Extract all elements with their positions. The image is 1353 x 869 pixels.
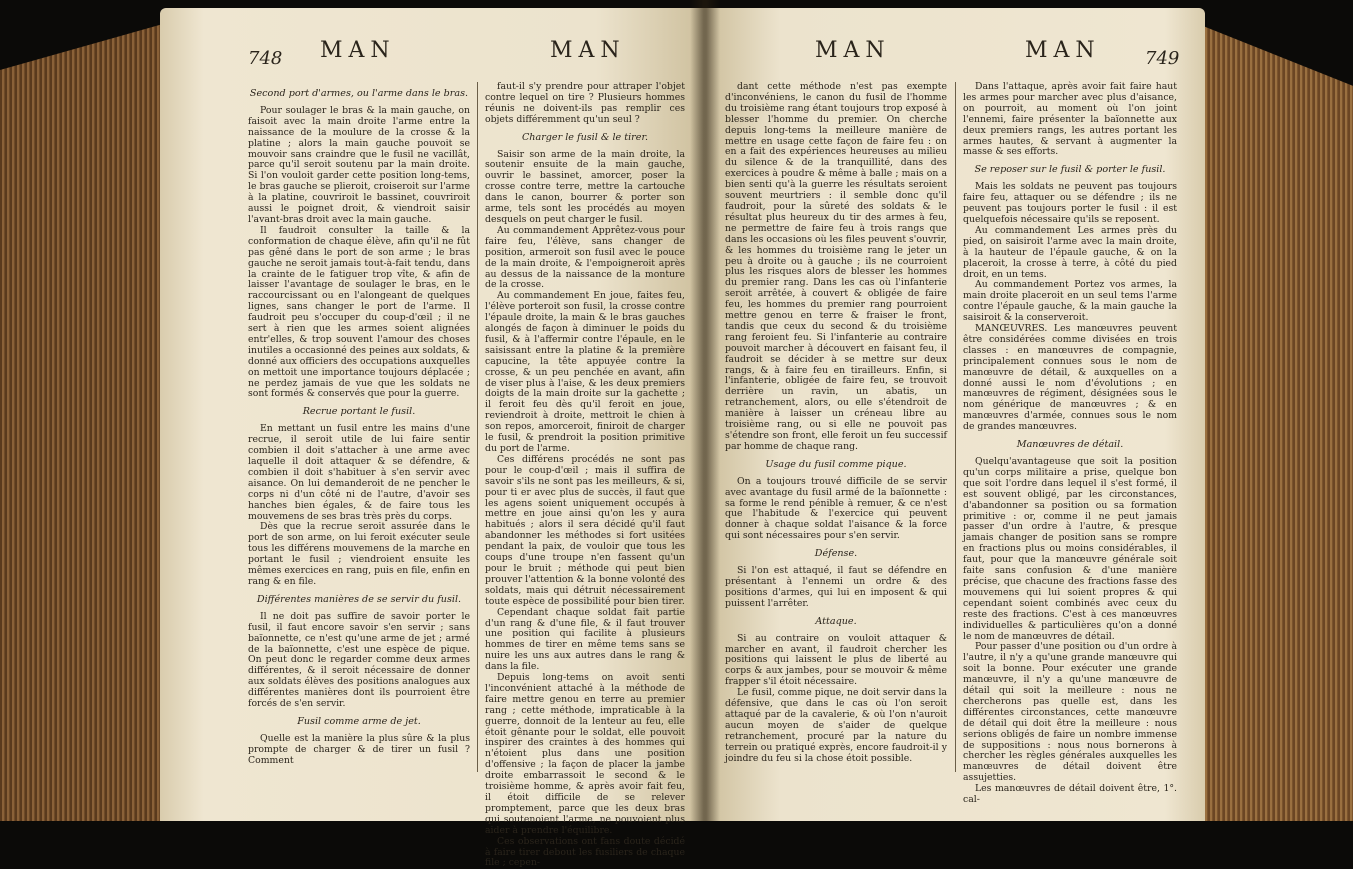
- paragraph: Depuis long-tems on avoit senti l'inconvénient attaché à la méthode de faire mettre genou en terre au premier rang ; cette méthode, impraticable à la guerre, donnoit de la lenteur au feu, elle étoit gênante pour le soldat, elle pouvoit inspirer des craintes à des hommes qui n'étoient plus dans une position d'offensive ; la façon de placer la jambe droite embarrassoit le second & le troisième homme, & après avoir fait feu, il étoit difficile de se relever promptement, parce que les deux bras qui soutenoient l'arme, ne pouvoient plus aider à prendre l'équilibre.: [485, 672, 685, 836]
- paragraph: Ces observations ont fans doute décidé à faire tirer debout les fusiliers de chaque file ; cepen-: [485, 835, 685, 869]
- right-page-number: 749: [1145, 48, 1180, 69]
- running-head-1: MAN: [320, 38, 396, 63]
- paragraph: Pour soulager le bras & la main gauche, on faisoit avec la main droite l'arme entre la naissance de la moulure de la crosse & la platine ; alors la main gauche pouvoit se mouvoir sans craindre que le fusil ne vacillât, parce qu'il seroit soutenu par la main droite. Si l'on vouloit garder cette position long-tems, le bras gauche se plieroit, croiseroit sur l'arme à la platine, couvriroit le bassinet, couvriroit aussi le poignet droit, & viendroit saisir l'avant-bras droit avec la main gauche.: [248, 104, 470, 225]
- section-heading: Différentes manières de se servir du fusil.: [256, 593, 462, 605]
- paragraph: Au commandement En joue, faites feu, l'élève porteroit son fusil, la crosse contre l'épaule droite, la main & le bras gauches alongés de façon à diminuer le poids du fusil, & à l'affermir contre l'épaule, en le saisissant entre la platine & la première capucine, la tête appuyée contre la crosse, & un peu penchée en avant, afin de viser plus à l'aise, & les deux premiers doigts de la main droite sur la gachette ; il feroit feu dès qu'il feroit en joue, reviendroit à droite, mettroit le chien à son repos, amorceroit, finiroit de charger le fusil, & prendroit la position primitive du port de l'arme.: [485, 290, 685, 454]
- paragraph: On a toujours trouvé difficile de se servir avec avantage du fusil armé de la baïonnette : sa forme le rend pénible à remuer, & ce n'est que l'habitude & l'exercice qui peuvent donner à chaque soldat l'aisance & la force qui sont nécessaires pour s'en servir.: [725, 475, 947, 542]
- column-4: [963, 81, 1177, 806]
- section-heading: Usage du fusil comme pique.: [765, 458, 907, 470]
- column-rule-right: [955, 82, 956, 772]
- paragraph: Les manœuvres de détail doivent être, 1°. cal-: [963, 783, 1177, 806]
- column-2: [485, 81, 685, 869]
- paragraph: Cependant chaque soldat fait partie d'un rang & d'une file, & il faut trouver une position qui facilite à plusieurs hommes de tirer en même tems sans se nuire les uns aux autres dans le rang & dans la file.: [485, 606, 685, 673]
- section-heading: Fusil comme arme de jet.: [297, 715, 421, 727]
- paragraph: Quelqu'avantageuse que soit la position qu'un corps militaire a prise, quelque bon que soit l'ordre dans lequel il s'est formé, il est souvent obligé, par les circonstances, d'abandonner sa position ou sa formation primitive : or, comme il ne peut jamais passer d'un ordre à l'autre, & presque jamais changer de position sans se rompre en fractions plus ou moins considérables, il faut, pour que la manœuvre générale soit faite sans confusion & d'une manière précise, que chacune des fractions fasse des mouvemens qui lui soient propres & qui cependant soient combinés avec ceux du reste des fractions. C'est à ces manœuvres individuelles & particulières qu'on a donné le nom de manœuvres de détail.: [963, 456, 1177, 642]
- column-rule-left: [477, 82, 478, 772]
- left-page: [160, 8, 705, 869]
- column-3: [725, 82, 947, 772]
- running-head-2: MAN: [550, 38, 626, 63]
- paragraph: Pour passer d'une position ou d'un ordre à l'autre, il n'y a qu'une grande manœuvre qui soit la bonne. Pour exécuter une grande manœuvre, il n'y a qu'une manœuvre de détail qui soit la meilleure : nous ne chercherons pas quelle est, dans les différentes circonstances, cette manœuvre de détail qui doit être la meilleure : nous serions obligés de faire un nombre immense de suppositions : nous nous bornerons à chercher les règles générales auxquelles les manœuvres de détail doivent être assujetties.: [963, 641, 1177, 784]
- paragraph: Si l'on est attaqué, il faut se défendre en présentant à l'ennemi un ordre & des positions d'armes, qui lui en imposent & qui puissent l'arrêter.: [725, 565, 947, 609]
- section-heading: Second port d'armes, ou l'arme dans le bras.: [249, 88, 469, 99]
- section-heading: Manœuvres de détail.: [1016, 439, 1124, 451]
- paragraph: Il faudroit consulter la taille & la conformation de chaque élève, afin qu'il ne fût pas gêné dans le port de son arme ; le bras gauche ne seroit jamais tout-à-fait tendu, dans la crainte de le fatiguer trop vîte, & afin de laisser l'avantage de soulager le bras, en le raccourcissant ou en l'alongeant de quelques lignes, sans changer le port de l'arme. Il faudroit peu s'occuper du coup-d'œil ; il ne sert à rien que les armes soient alignées entr'elles, & trop souvent l'amour des choses inutiles a occasionné des peines aux soldats, & donné aux officiers des occupations auxquelles on mettoit une importance toujours déplacée ; ne perdez jamais de vue que les soldats ne sont formés & conservés que pour la guerre.: [248, 224, 470, 400]
- paragraph: faut-il s'y prendre pour attraper l'objet contre lequel on tire ? Plusieurs hommes réunis ne doivent-ils pas remplir ces objets différemment qu'un seul ?: [485, 81, 685, 125]
- running-head-4: MAN: [1025, 38, 1101, 63]
- running-head-3: MAN: [815, 38, 891, 63]
- paragraph: Au commandement Les armes près du pied, on saisiroit l'arme avec la main droite, à la hauteur de l'épaule gauche, & on la placeroit, la crosse à terre, à côté du pied droit, en un tems.: [963, 224, 1177, 280]
- paragraph: Dès que la recrue seroit assurée dans le port de son arme, on lui feroit exécuter seule tous les différens mouvemens de la marche en portant le fusil ; viendroient ensuite les mêmes exercices en rang, puis en file, enfin en rang & en file.: [248, 521, 470, 587]
- paragraph: Si au contraire on vouloit attaquer & marcher en avant, il faudroit chercher les positions qui laissent le plus de liberté au corps & aux jambes, pour se mouvoir & même frapper s'il étoit nécessaire.: [725, 632, 947, 688]
- paragraph: Le fusil, comme pique, ne doit servir dans la défensive, que dans le cas où l'on seroit attaqué par de la cavalerie, & où l'on n'auroit aucun moyen de s'aider de quelque retranchement, procuré par la nature du terrein ou pratiqué exprès, encore faudroit-il y joindre du feu si la chose étoit possible.: [725, 687, 947, 764]
- paragraph: MANŒUVRES. Les manœuvres peuvent être considérées comme divisées en trois classes : en manœuvres de compagnie, principalement connues sous le nom de manœuvre de détail, & auxquelles on a donné aussi le nom d'évolutions ; en manœuvres de régiment, désignées sous le nom générique de manœuvres ; & en manœuvres d'armée, connues sous le nom de grandes manœuvres.: [963, 323, 1177, 433]
- section-heading: Se reposer sur le fusil & porter le fusil.: [974, 164, 1166, 176]
- section-heading: Charger le fusil & le tirer.: [521, 131, 649, 143]
- paragraph: Quelle est la manière la plus sûre & la plus prompte de charger & de tirer un fusil ? Comment: [248, 732, 470, 766]
- right-page: [705, 8, 1205, 821]
- page-block-right-edge: [1193, 22, 1353, 821]
- column-1: [248, 82, 470, 772]
- paragraph: Ces différens procédés ne sont pas pour le coup-d'œil ; mais il suffira de savoir s'ils ne sont pas les meilleurs, & si, pour ti er avec plus de succès, il faut que les agens soient uniquement occupés à mettre en joue ainsi qu'on les y aura habitués ; alors il sera décidé qu'il faut abandonner les méthodes si fort usitées pendant la paix, de vouloir que tous les coups d'une troupe n'en fassent qu'un pour le bruit ; méthode qui peut bien prouver l'attention & la bonne volonté des soldats, mais qui détruit nécessairement toute espèce de possibilité pour bien tirer.: [485, 453, 685, 607]
- paragraph: Au commandement Portez vos armes, la main droite placeroit en un seul tems l'arme contre l'épaule gauche, & la main gauche la saisiroit & la conserveroit.: [963, 279, 1177, 324]
- paragraph: Au commandement Apprêtez-vous pour faire feu, l'élève, sans changer de position, armeroit son fusil avec le pouce de la main droite, & l'empoigneroit après au dessus de la naissance de la monture de la crosse.: [485, 224, 685, 291]
- paragraph: Mais les soldats ne peuvent pas toujours faire feu, attaquer ou se défendre ; ils ne peuvent pas toujours porter le fusil : il est quelquefois nécessaire qu'ils se reposent.: [963, 181, 1177, 225]
- section-heading: Recrue portant le fusil.: [302, 406, 416, 418]
- paragraph: En mettant un fusil entre les mains d'une recrue, il seroit utile de lui faire sentir combien il doit s'attacher à une arme avec laquelle il doit attaquer & se défendre, & combien il doit s'habituer à s'en servir avec aisance. On lui demanderoit de ne pencher le corps ni d'un côté ni de l'autre, d'avoir ses hanches bien égales, & de faire tous les mouvemens de ses bras très près du corps.: [248, 423, 470, 522]
- paragraph: Dans l'attaque, après avoir fait faire haut les armes pour marcher avec plus d'aisance, on pourroit, au moment où l'on joint l'ennemi, faire présenter la baïonnette aux deux premiers rangs, les autres portant les armes hautes, & servant à augmenter la masse & ses efforts.: [963, 81, 1177, 158]
- page-block-left-edge: [0, 22, 170, 821]
- paragraph: dant cette méthode n'est pas exempte d'inconvéniens, le canon du fusil de l'homme du troisième rang étant toujours trop exposé à blesser l'homme du premier. On cherche depuis long-tems la meilleure manière de mettre en usage cette façon de faire feu : on en a fait des expériences heureuses au milieu du silence & de la tranquillité, dans des exercices à poudre & même à balle ; mais on a bien senti qu'à la guerre les résultats seroient souvent meurtriers : il semble donc qu'il faudroit, pour la sûreté des soldats & le résultat plus heureux du tir des armes à feu, ne permettre de faire feu à trois rangs que dans les occasions où les files peuvent s'ouvrir, & les hommes du troisième rang le jeter un peu à droite ou à gauche ; ils ne courroient plus les risques alors de blesser les hommes du premier rang. Dans les cas où l'infanterie seroit arrêtée, à couvert & obligée de faire feu, les hommes du premier rang pourroient mettre genou en terre & fraiser le front, tandis que ceux du second & du troisième rang feroient feu. Si l'infanterie au contraire pouvoit marcher à découvert en faisant feu, il faudroit se décider à se mettre sur deux rangs, & à faire feu en tirailleurs. Enfin, si l'infanterie, obligée de faire feu, se trouvoit derrière un ravin, un abatis, un retranchement, alors, ou elle s'étendroit de manière à laisser un créneau libre au troisième rang, ou si elle ne pouvoit pas s'étendre son front, elle feroit un feu successif par homme de chaque rang.: [725, 81, 947, 452]
- paragraph: Saisir son arme de la main droite, la soutenir ensuite de la main gauche, ouvrir le bassinet, amorcer, poser la crosse contre terre, mettre la cartouche dans le canon, bourrer & porter son arme, tels sont les procédés au moyen desquels on peut charger le fusil.: [485, 148, 685, 225]
- left-page-number: 748: [248, 48, 283, 69]
- paragraph: Il ne doit pas suffire de savoir porter le fusil, il faut encore savoir s'en servir ; sans baïonnette, ce n'est qu'une arme de jet ; armé de la baïonnette, c'est une espèce de pique. On peut donc le regarder comme deux armes différentes, & il seroit nécessaire de donner aux soldats élèves des positions analogues aux différentes manières dont ils pourroient être forcés de s'en servir.: [248, 610, 470, 710]
- section-heading: Attaque.: [815, 615, 857, 627]
- section-heading: Défense.: [814, 548, 858, 560]
- book-gutter: [690, 0, 720, 821]
